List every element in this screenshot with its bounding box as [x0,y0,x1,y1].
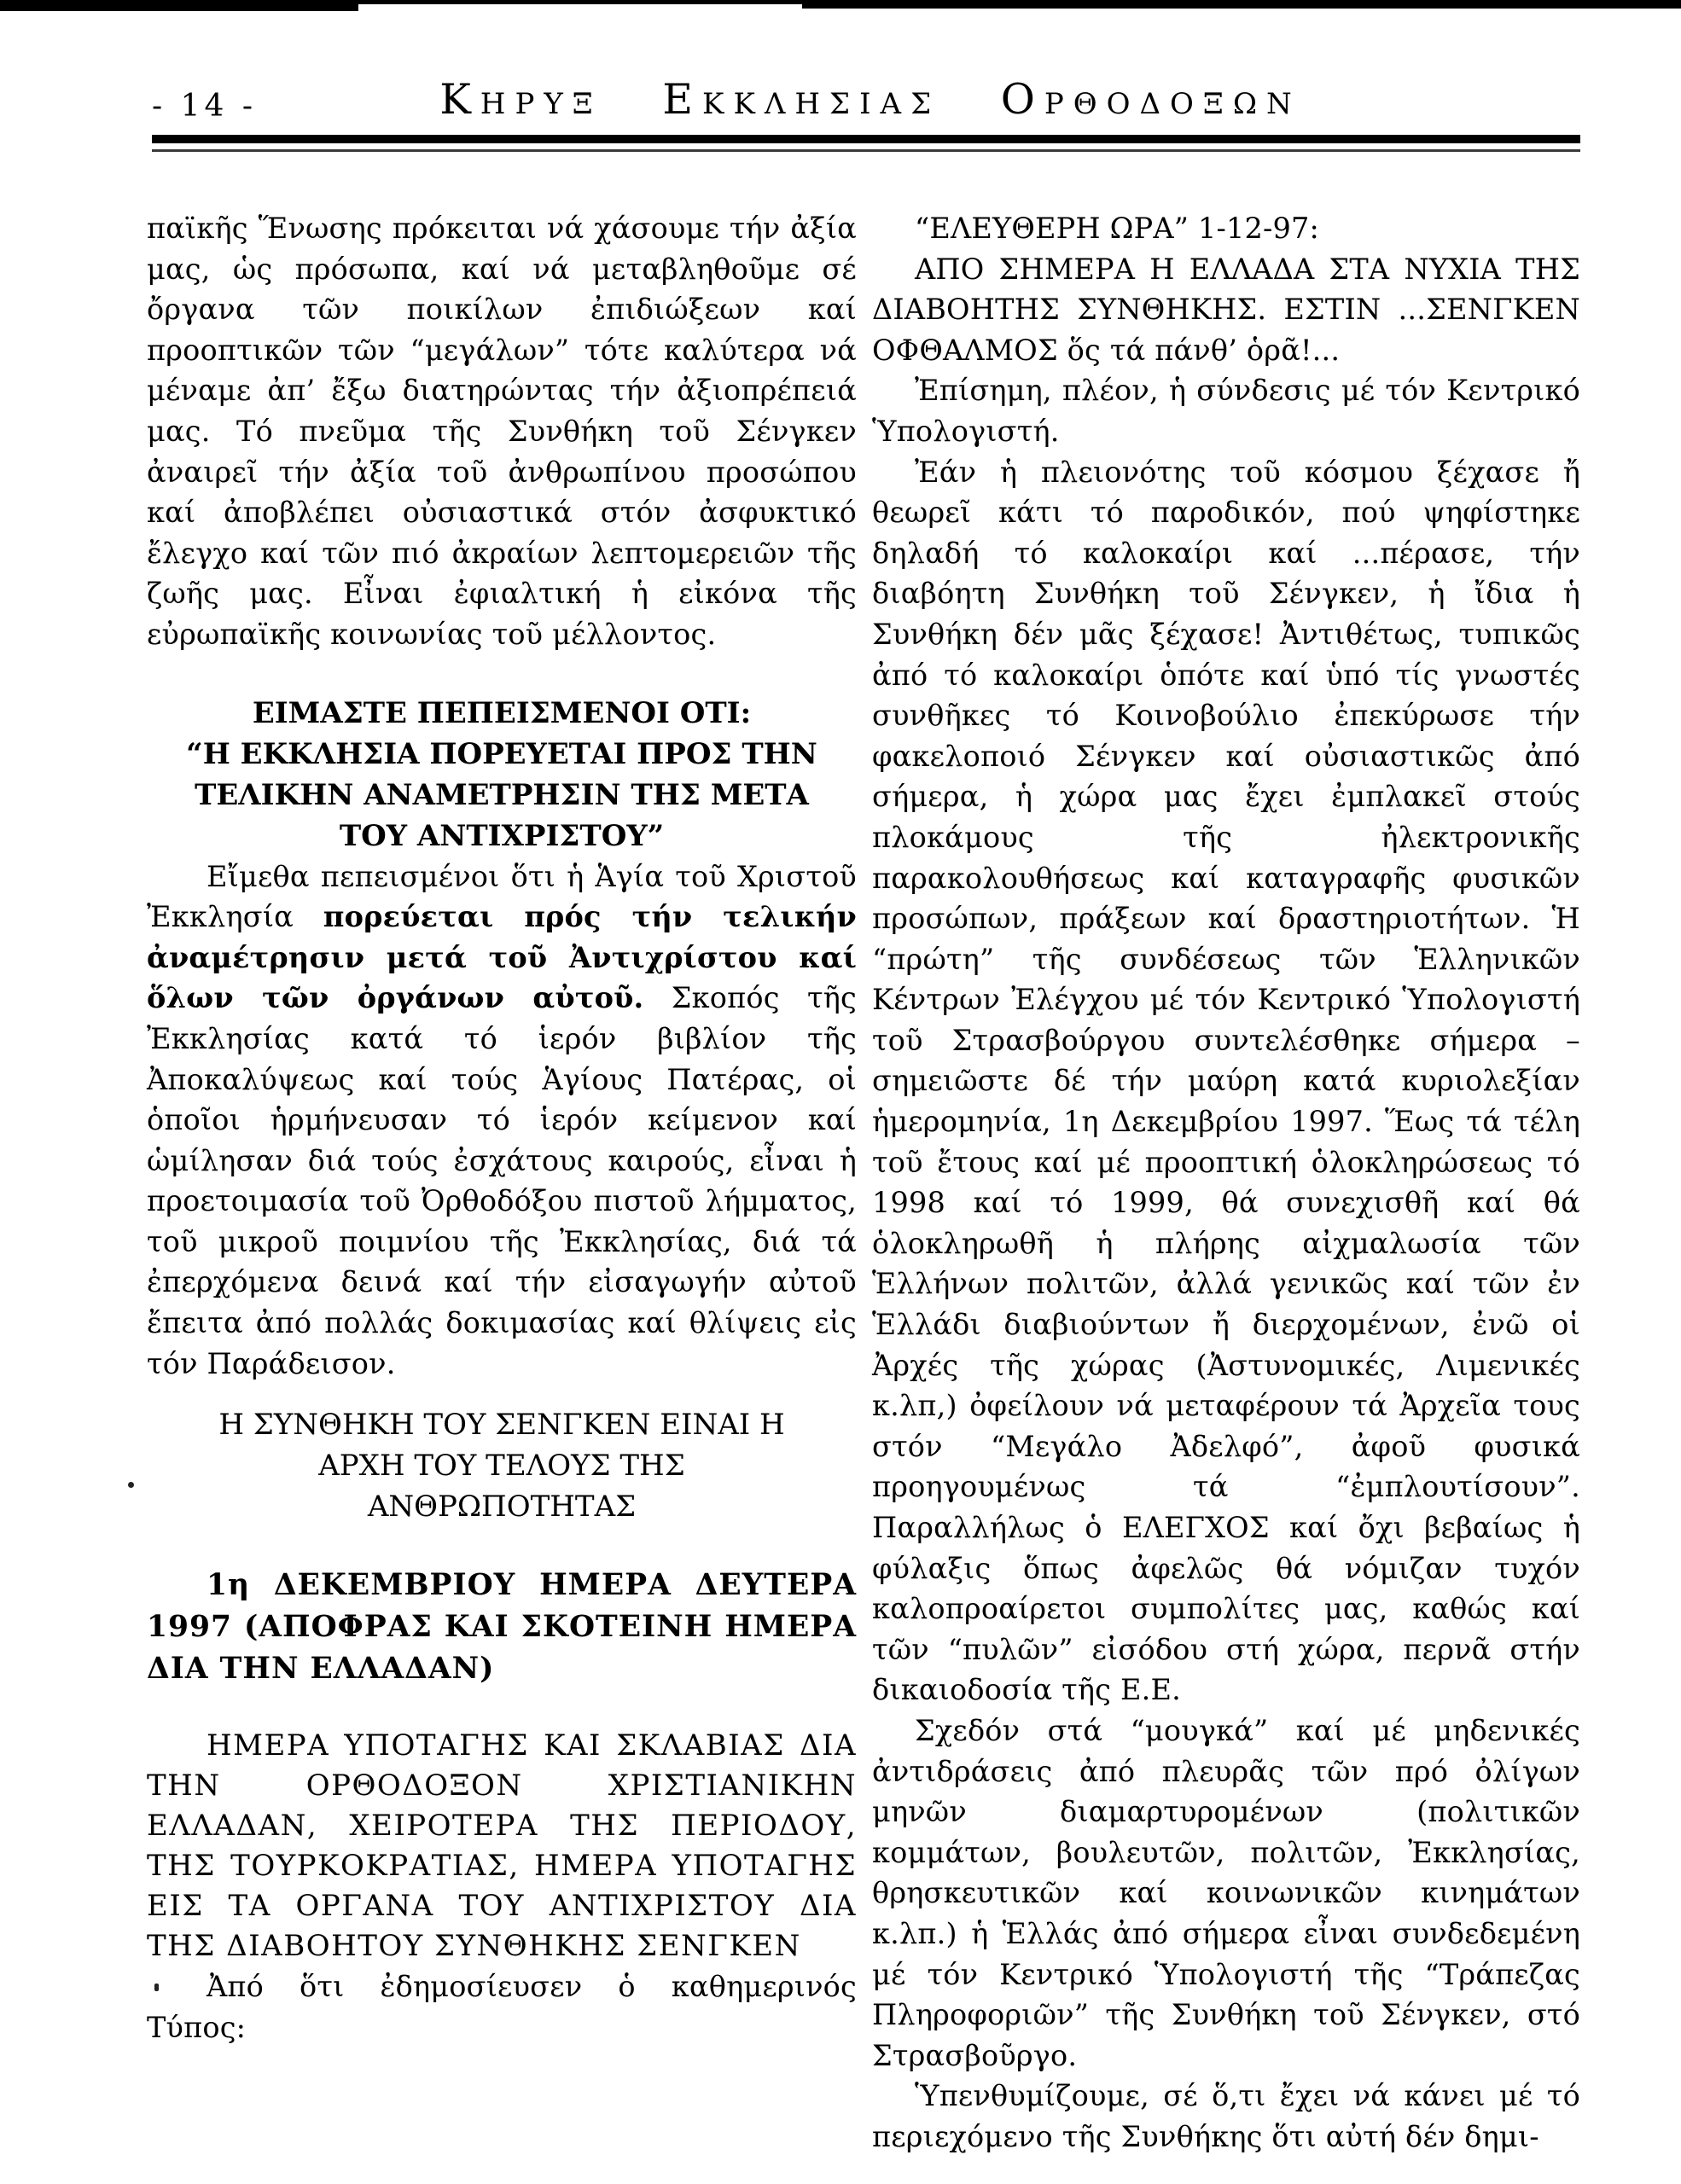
paragraph-official-connection: Ἐπίσημη, πλέον, ἡ σύνδεσις μέ τόν Κεντρικό Ὑπολογιστή. [872,374,1580,448]
paragraph-day-of-submission: ΗΜΕΡΑ ΥΠΟΤΑΓΗΣ ΚΑΙ ΣΚΛΑΒΙΑΣ ΔΙΑ ΤΗΝ ΟΡΘΟΔΟΞΟΝ ΧΡΙΣΤΙΑΝΙΚΗΝ ΕΛΛΑΔΑΝ, ΧΕΙΡΟΤΕΡΑ ΤΗΣ ΠΕΡΙΟΔΟΥ, ΤΗΣ ΤΟΥΡΚΟΚΡΑΤΙΑΣ, ΗΜΕΡΑ ΥΠΟΤΑΓΗΣ ΕΙΣ ΤΑ ΟΡΓΑΝΑ ΤΟΥ ΑΝΤΙΧΡΙΣΤΟΥ ΔΙΑ ΤΗΣ ΔΙΑΒΟΗΤΟΥ ΣΥΝΘΗΚΗΣ ΣΕΝΓΚΕΝ [147,1728,857,1964]
paragraph-eleftheri-ora-dateline: “ΕΛΕΥΘΕΡΗ ΩΡΑ” 1-12-97: [915,212,1320,245]
paragraph-text: Σκοπός τῆς Ἐκκλησίας κατά τό ἱερόν βιβλίον τῆς Ἀποκαλύψεως καί τούς Ἁγίους Πατέρας, οἱ ὁποῖοι ἡρμήνευσαν τό ἱερόν κείμενον καί ὡμίλησαν διά τούς ἐσχάτους καιρούς, εἶναι ἡ προετοιμασία τοῦ Ὀρθοδόξου πιστοῦ λήμματος, τοῦ μικροῦ ποιμνίου τῆς Ἐκκλησίας, διά τά ἐπερχόμενα δεινά καί τήν εἰσαγωγήν αὐτοῦ ἔπειτα ἀπό πολλάς δοκιμασίας καί θλίψεις εἰς τόν Παράδεισον. [147,981,857,1380]
heading-we-are-convinced [147,693,857,857]
heading-december-1st-1997: 1η ΔΕΚΕΜΒΡΙΟΥ ΗΜΕΡΑ ΔΕΥΤΕΡΑ 1997 (ΑΠΟΦΡΑΣ ΚΑΙ ΣΚΟΤΕΙΝΗ ΗΜΕΡΑ ΔΙΑ ΤΗΝ ΕΛΛΑΔΑΝ) [147,1568,857,1687]
heading-line: ΑΡΧΗ ΤΟΥ ΤΕΛΟΥΣ ΤΗΣ [318,1449,685,1484]
scan-artifact-top-bar-right [802,0,1681,9]
header-rule-thick [152,135,1580,143]
paragraph-press-intro: Ἀπό ὅτι ἐδημοσίευσεν ὁ καθημερινός Τύπος: [147,1970,857,2044]
scan-artifact-top-bar-middle [352,0,834,4]
header-rule-thin [152,149,1580,152]
heading-line: ΤΕΛΙΚΗΝ ΑΝΑΜΕΤΡΗΣΙΝ ΤΗΣ ΜΕΤΑ [195,777,809,812]
heading-line: ΕΙΜΑΣΤΕ ΠΕΠΕΙΣΜΕΝΟΙ ΟΤΙ: [252,695,752,730]
scan-speck [128,1482,134,1488]
right-column [872,208,1580,2158]
heading-line: “Η ΕΚΚΛΗΣΙΑ ΠΟΡΕΥΕΤΑΙ ΠΡΟΣ ΤΗΝ [186,736,817,771]
page-number: - 14 - [152,89,258,124]
heading-schengen-treaty-end [147,1404,857,1527]
heading-line: ΑΝΘΡΩΠΟΤΗΤΑΣ [367,1490,637,1525]
paragraph-from-today-headline: ΑΠΟ ΣΗΜΕΡΑ Η ΕΛΛΑΔΑ ΣΤΑ ΝΥΧΙΑ ΤΗΣ ΔΙΑΒΟΗΤΗΣ ΣΥΝΘΗΚΗΣ. ΕΣΤΙΝ ...ΣΕΝΓΚΕΝ ΟΦΘΑΛΜΟΣ ὅς τά πάνθ’ ὁρᾶ!... [872,252,1580,367]
paragraph-convinced [147,857,857,1385]
masthead-title: Κηρυξ Εκκλησιας Ορθοδοξων [439,75,1301,124]
left-column [147,208,857,2048]
paragraph-bold-text: πορεύεται πρός τήν τελικήν ἀναμέτρησιν μετά τοῦ Ἀντιχρίστου καί ὅλων τῶν ὀργάνων αὐτοῦ. [147,900,857,1015]
paragraph-almost-silent: Σχεδόν στά “μουγκά” καί μέ μηδενικές ἀντιδράσεις ἀπό πλευρᾶς τῶν πρό ὀλίγων μηνῶν διαμαρτυρομένων (πολιτικῶν κομμάτων, βουλευτῶν, πολιτῶν, Ἐκκλησίας, θρησκευτικῶν καί κοινωνικῶν κινημάτων κ.λπ.) ἡ Ἑλλάς ἀπό σήμερα εἶναι συνδεδεμένη μέ τόν Κεντρικό Ὑπολογιστή τῆς “Τράπεζας Πληροφοριῶν” τῆς Συνθήκη τοῦ Σένγκεν, στό Στρασβοῦργο. [872,1713,1580,2072]
paragraph-if-majority-forgot: Ἐάν ἡ πλειονότης τοῦ κόσμου ξέχασε ἤ θεωρεῖ κάτι τό παροδικόν, πού ψηφίστηκε δηλαδή τό καλοκαίρι καί ...πέρασε, τήν διαβόητη Συνθήκη τοῦ Σένγκεν, ἡ ἴδια ἡ Συνθήκη δέν μᾶς ξέχασε! Ἀντιθέτως, τυπικῶς ἀπό τό καλοκαίρι ὁπότε καί ὑπό τίς γνωστές συνθῆκες τό Κοινοβούλιο ἐπεκύρωσε τήν φακελοποιό Σένγκεν καί οὐσιαστικῶς ἀπό σήμερα, ἡ χώρα μας ἔχει ἐμπλακεῖ στούς πλοκάμους τῆς ἠλεκτρονικῆς παρακολουθήσεως καί καταγραφῆς φυσικῶν προσώπων, πράξεων καί δραστηριοτήτων. Ἡ “πρώτη” τῆς συνδέσεως τῶν Ἑλληνικῶν Κέντρων Ἐλέγχου μέ τόν Κεντρικό Ὑπολογιστή τοῦ Στρασβούργου συντελέσθηκε σήμερα –σημειῶστε δέ τήν μαύρη κατά κυριολεξίαν ἡμερομηνία, 1η Δεκεμβρίου 1997. Ἕως τά τέλη τοῦ ἔτους καί μέ προοπτική ὁλοκληρώσεως τό 1998 καί τό 1999, θά συνεχισθῆ καί θά ὁλοκληρωθῆ ἡ πλήρης αἰχμαλωσία τῶν Ἑλλήνων πολιτῶν, ἀλλά γενικῶς καί τῶν ἐν Ἑλλάδι διαβιούντων ἤ διερχομένων, ἐνῶ οἱ Ἀρχές τῆς χώρας (Ἀστυνομικές, Λιμενικές κ.λπ,) ὀφείλουν νά μεταφέρουν τά Ἀρχεῖα τους στόν “Μεγάλο Ἀδελφό”, ἀφοῦ φυσικά προηγουμένως τά “ἐμπλουτίσουν”. Παραλλήλως ὁ ΕΛΕΓΧΟΣ καί ὄχι βεβαίως ἡ φύλαξις ὅπως ἀφελῶς θά νόμιζαν τυχόν καλοπροαίρετοι συμπολίτες μας, καθώς καί τῶν “πυλῶν” εἰσόδου στή χώρα, περνᾶ στήν δικαιοδοσία τῆς Ε.Ε. [872,455,1580,1707]
paragraph-continuation: παϊκῆς Ἕνωσης πρόκειται νά χάσουμε τήν ἀξία μας, ὡς πρόσωπα, καί νά μεταβληθοῦμε σέ ὄργανα τῶν ποικίλων ἐπιδιώξεων καί προοπτικῶν τῶν “μεγάλων” τότε καλύτερα νά μέναμε ἀπ’ ἔξω διατηρώντας τήν ἀξιοπρέπειά μας. Τό πνεῦμα τῆς Συνθήκη τοῦ Σένγκεν ἀναιρεῖ τήν ἀξία τοῦ ἀνθρωπίνου προσώπου καί ἀποβλέπει οὐσιαστικά στόν ἀσφυκτικό ἔλεγχο καί τῶν πιό ἀκραίων λεπτομερειῶν τῆς ζωῆς μας. Εἶναι ἐφιαλτική ἡ εἰκόνα τῆς εὐρωπαϊκῆς κοινωνίας τοῦ μέλλοντος. [147,212,857,651]
scan-artifact-top-bar-left [0,0,358,11]
heading-line: ΤΟΥ ΑΝΤΙΧΡΙΣΤΟΥ” [339,818,665,853]
paragraph-text: Εἴμεθα πεπεισμένοι ὅτι ἡ Ἁγία τοῦ Χριστοῦ Ἐκκλησία [147,859,857,934]
paragraph-reminder: Ὑπενθυμίζουμε, σέ ὅ,τι ἔχει νά κάνει μέ τό περιεχόμενο τῆς Συνθήκης ὅτι αὐτή δέν δημι- [872,2079,1580,2153]
heading-line: Η ΣΥΝΘΗΚΗ ΤΟΥ ΣΕΝΓΚΕΝ ΕΙΝΑΙ Η [218,1408,785,1443]
